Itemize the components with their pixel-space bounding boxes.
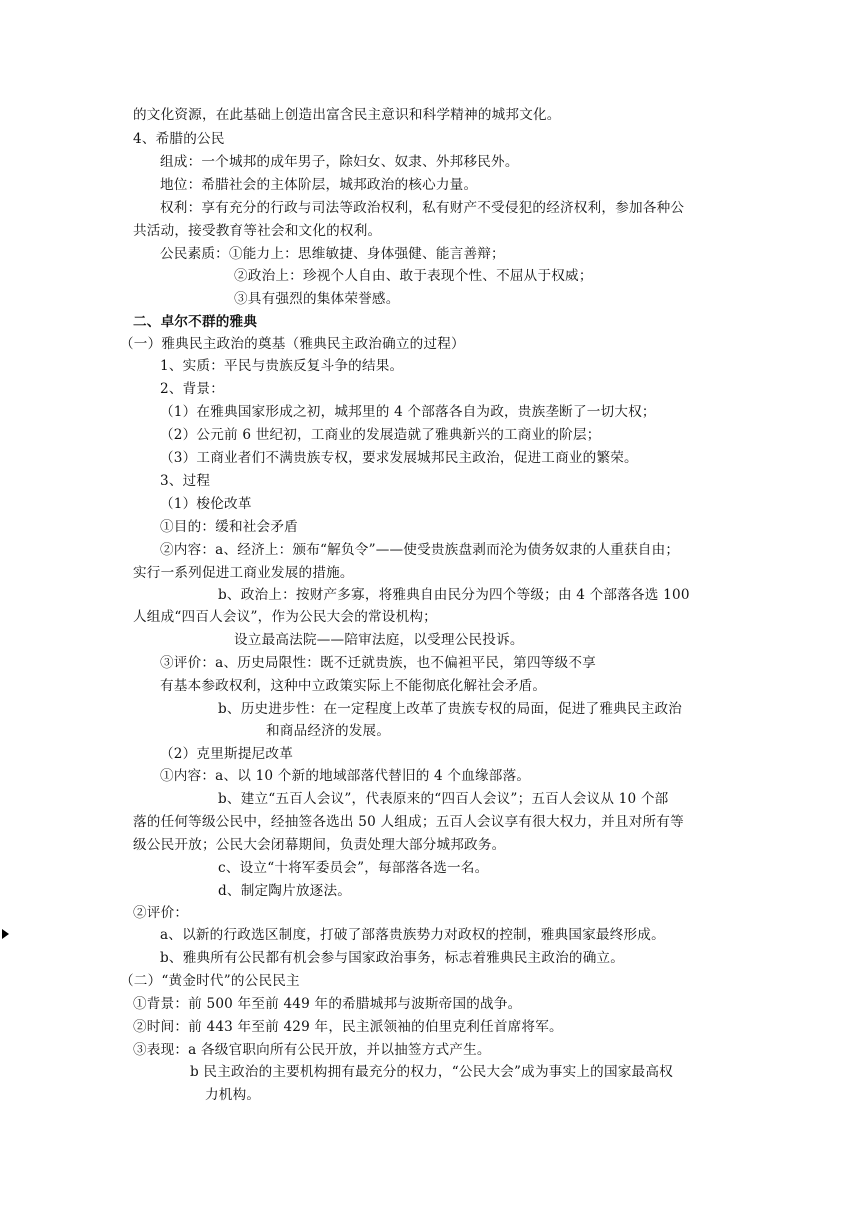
text-line: ①目的：缓和社会矛盾 bbox=[160, 519, 298, 535]
text-line: ①内容：a、以 10 个新的地域部落代替旧的 4 个血缘部落。 bbox=[160, 768, 531, 784]
section-heading: 4、希腊的公民 bbox=[133, 131, 225, 147]
subsection-heading: （一）雅典民主政治的奠基（雅典民主政治确立的过程） bbox=[120, 336, 465, 352]
text-line: b 民主政治的主要机构拥有最充分的权力，“公民大会”成为事实上的国家最高权 bbox=[190, 1064, 673, 1080]
text-line: 设立最高法院——陪审法庭，以受理公民投诉。 bbox=[234, 632, 524, 648]
text-line: b、历史进步性：在一定程度上改革了贵族专权的局面，促进了雅典民主政治 bbox=[218, 701, 683, 717]
text-line: ①背景：前 500 年至前 449 年的希腊城邦与波斯帝国的战争。 bbox=[133, 996, 522, 1012]
text-line: 有基本参政权利，这种中立政策实际上不能彻底化解社会矛盾。 bbox=[160, 678, 547, 694]
text-line: 2、背景： bbox=[160, 381, 225, 397]
subsection-heading: （二）“黄金时代”的公民民主 bbox=[120, 973, 300, 989]
text-line: ②内容：a、经济上：颁布“解负令”——使受贵族盘剥而沦为债务奴隶的人重获自由； bbox=[160, 542, 680, 558]
text-line: ②评价： bbox=[133, 905, 189, 921]
text-line: c、设立“十将军委员会”，每部落各选一名。 bbox=[218, 860, 489, 876]
text-line: 落的任何等级公民中，经抽签各选出 50 人组成；五百人会议享有很大权力，并且对所有等 bbox=[133, 814, 684, 830]
text-line: 级公民开放；公民大会闭幕期间，负责处理大部分城邦政务。 bbox=[133, 837, 506, 853]
text-line: b、雅典所有公民都有机会参与国家政治事务，标志着雅典民主政治的确立。 bbox=[160, 950, 625, 966]
text-line: （2）克里斯提尼改革 bbox=[160, 746, 293, 762]
text-line: 实行一系列促进工商业发展的措施。 bbox=[133, 565, 354, 581]
text-line: a、以新的行政选区制度，打破了部落贵族势力对政权的控制，雅典国家最终形成。 bbox=[160, 927, 665, 943]
text-line: （1）在雅典国家形成之初，城邦里的 4 个部落各自为政，贵族垄断了一切大权； bbox=[160, 404, 656, 420]
text-line: （3）工商业者们不满贵族专权，要求发展城邦民主政治，促进工商业的繁荣。 bbox=[160, 450, 638, 466]
text-line: 共活动，接受教育等社会和文化的权利。 bbox=[133, 223, 382, 239]
text-line: 的文化资源，在此基础上创造出富含民主意识和科学精神的城邦文化。 bbox=[133, 107, 561, 123]
text-line: 权利：享有充分的行政与司法等政治权利，私有财产不受侵犯的经济权利，参加各种公 bbox=[160, 200, 685, 216]
text-line: （1）梭伦改革 bbox=[160, 496, 252, 512]
section-heading: 二、卓尔不群的雅典 bbox=[133, 314, 258, 330]
text-line: ②时间：前 443 年至前 429 年，民主派领袖的伯里克利任首席将军。 bbox=[133, 1019, 563, 1035]
text-line: 1、实质：平民与贵族反复斗争的结果。 bbox=[160, 358, 404, 374]
text-line: 公民素质：①能力上：思维敏捷、身体强健、能言善辩； bbox=[160, 246, 505, 262]
text-line: b、政治上：按财产多寡，将雅典自由民分为四个等级；由 4 个部落各选 100 bbox=[218, 587, 690, 603]
text-line: ③评价：a、历史局限性：既不迁就贵族，也不偏袒平民，第四等级不享 bbox=[160, 655, 596, 671]
text-line: d、制定陶片放逐法。 bbox=[218, 883, 352, 899]
text-line: 和商品经济的发展。 bbox=[266, 723, 391, 739]
text-line: ③具有强烈的集体荣誉感。 bbox=[234, 291, 400, 307]
text-line: ②政治上：珍视个人自由、敢于表现个性、不屈从于权威； bbox=[234, 268, 593, 284]
text-line: 地位：希腊社会的主体阶层，城邦政治的核心力量。 bbox=[160, 177, 478, 193]
text-line: 组成：一个城邦的成年男子，除妇女、奴隶、外邦移民外。 bbox=[160, 154, 519, 170]
text-line: b、建立“五百人会议”，代表原来的“四百人会议”；五百人会议从 10 个部 bbox=[218, 791, 669, 807]
text-line: 3、过程 bbox=[160, 473, 211, 489]
arrow-marker-icon bbox=[2, 929, 9, 939]
text-line: 力机构。 bbox=[205, 1087, 261, 1103]
text-line: ③表现：a 各级官职向所有公民开放，并以抽签方式产生。 bbox=[133, 1042, 491, 1058]
text-line: （2）公元前 6 世纪初，工商业的发展造就了雅典新兴的工商业的阶层； bbox=[160, 427, 601, 443]
text-line: 人组成“四百人会议”，作为公民大会的常设机构； bbox=[133, 609, 437, 625]
